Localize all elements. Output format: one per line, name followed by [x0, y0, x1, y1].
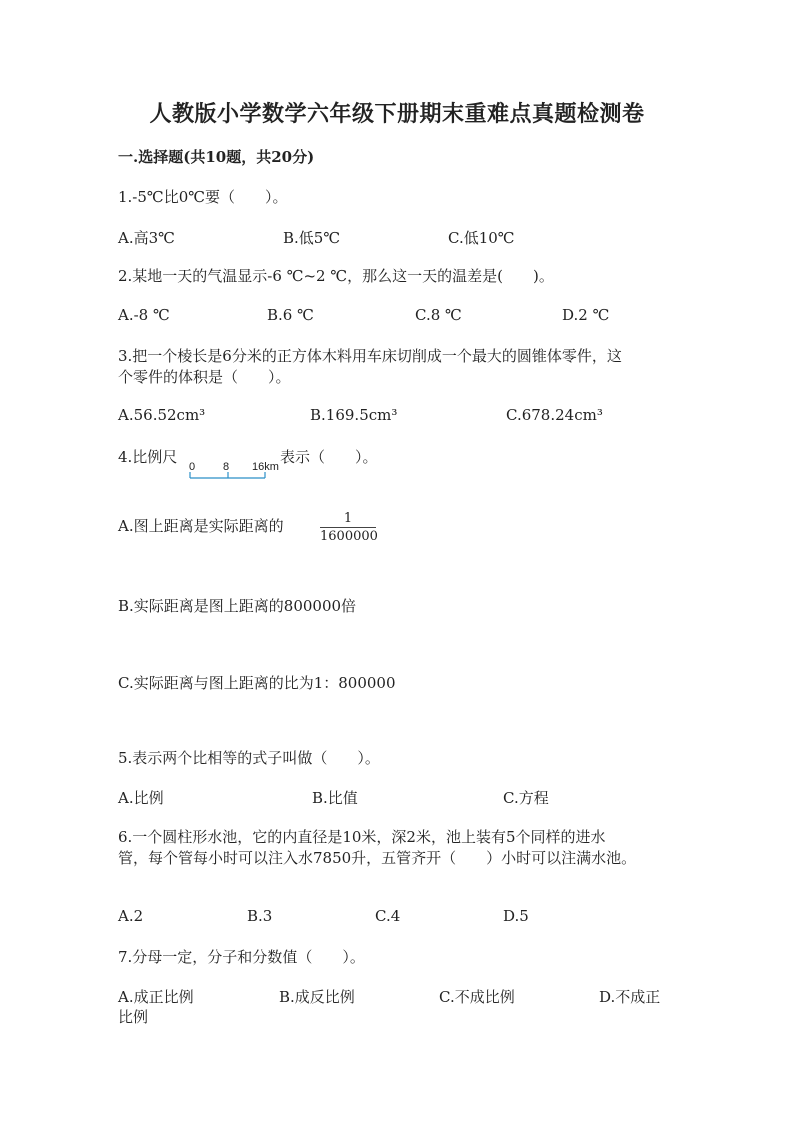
fraction-bar	[320, 527, 376, 528]
question-6-option-c: C.4	[375, 907, 401, 925]
question-4-stem-prefix: 4.比例尺	[118, 448, 178, 466]
question-6-stem-line-1: 6.一个圆柱形水池，它的内直径是10米，深2米，池上装有5个同样的进水	[118, 828, 606, 846]
scale-label-16km: 16km	[252, 461, 279, 473]
question-7-stem: 7.分母一定，分子和分数值（ ）。	[118, 948, 365, 966]
question-2-option-b: B.6 ℃	[267, 306, 314, 324]
scale-bar	[186, 455, 286, 483]
question-6-option-b: B.3	[247, 907, 273, 925]
question-6-option-a: A.2	[118, 907, 144, 925]
question-7-option-d-wrap: 比例	[118, 1008, 149, 1026]
question-5-option-c: C.方程	[503, 789, 549, 807]
page-title: 人教版小学数学六年级下册期末重难点真题检测卷	[149, 101, 645, 127]
question-1-option-c: C.低10℃	[448, 229, 515, 247]
question-4-option-a: A.图上距离是实际距离的	[118, 517, 284, 535]
scale-label-8: 8	[223, 461, 230, 473]
question-6-stem-line-2: 管，每个管每小时可以注入水7850升，五管齐开（ ）小时可以注满水池。	[118, 849, 637, 867]
question-7-option-b: B.成反比例	[279, 988, 355, 1006]
scale-label-0: 0	[189, 461, 196, 473]
question-4-option-c: C.实际距离与图上距离的比为1：800000	[118, 674, 396, 692]
question-3-stem-line-2: 个零件的体积是（ ）。	[118, 368, 291, 386]
question-7-option-d: D.不成正	[599, 988, 661, 1006]
question-3-stem-line-1: 3.把一个棱长是6分米的正方体木料用车床切削成一个最大的圆锥体零件，这	[118, 347, 622, 365]
scale-bar-graphic	[186, 455, 286, 483]
question-2-option-d: D.2 ℃	[562, 306, 610, 324]
question-3-option-a: A.56.52cm³	[118, 406, 206, 424]
question-2-option-c: C.8 ℃	[415, 306, 462, 324]
question-5-option-b: B.比值	[312, 789, 358, 807]
question-2-option-a: A.-8 ℃	[118, 306, 170, 324]
fraction	[320, 511, 376, 544]
question-1-stem: 1.-5℃比0℃要（ ）。	[118, 188, 288, 206]
fraction-denominator: 1600000	[320, 529, 378, 544]
question-5-option-a: A.比例	[118, 789, 164, 807]
question-3-option-b: B.169.5cm³	[310, 406, 398, 424]
question-2-stem: 2.某地一天的气温显示-6 ℃~2 ℃，那么这一天的温差是( )。	[118, 267, 554, 285]
question-6-option-d: D.5	[503, 907, 529, 925]
question-4-option-b: B.实际距离是图上距离的800000倍	[118, 597, 357, 615]
question-7-option-c: C.不成比例	[439, 988, 515, 1006]
question-5-stem: 5.表示两个比相等的式子叫做（ ）。	[118, 749, 380, 767]
fraction-numerator: 1	[343, 511, 353, 526]
section-heading: 一.选择题(共10题，共20分)	[118, 148, 315, 166]
question-1-option-b: B.低5℃	[283, 229, 341, 247]
question-3-option-c: C.678.24cm³	[506, 406, 603, 424]
question-1-option-a: A.高3℃	[118, 229, 175, 247]
question-4-stem-suffix: 表示（ ）。	[280, 448, 378, 466]
question-7-option-a: A.成正比例	[118, 988, 194, 1006]
